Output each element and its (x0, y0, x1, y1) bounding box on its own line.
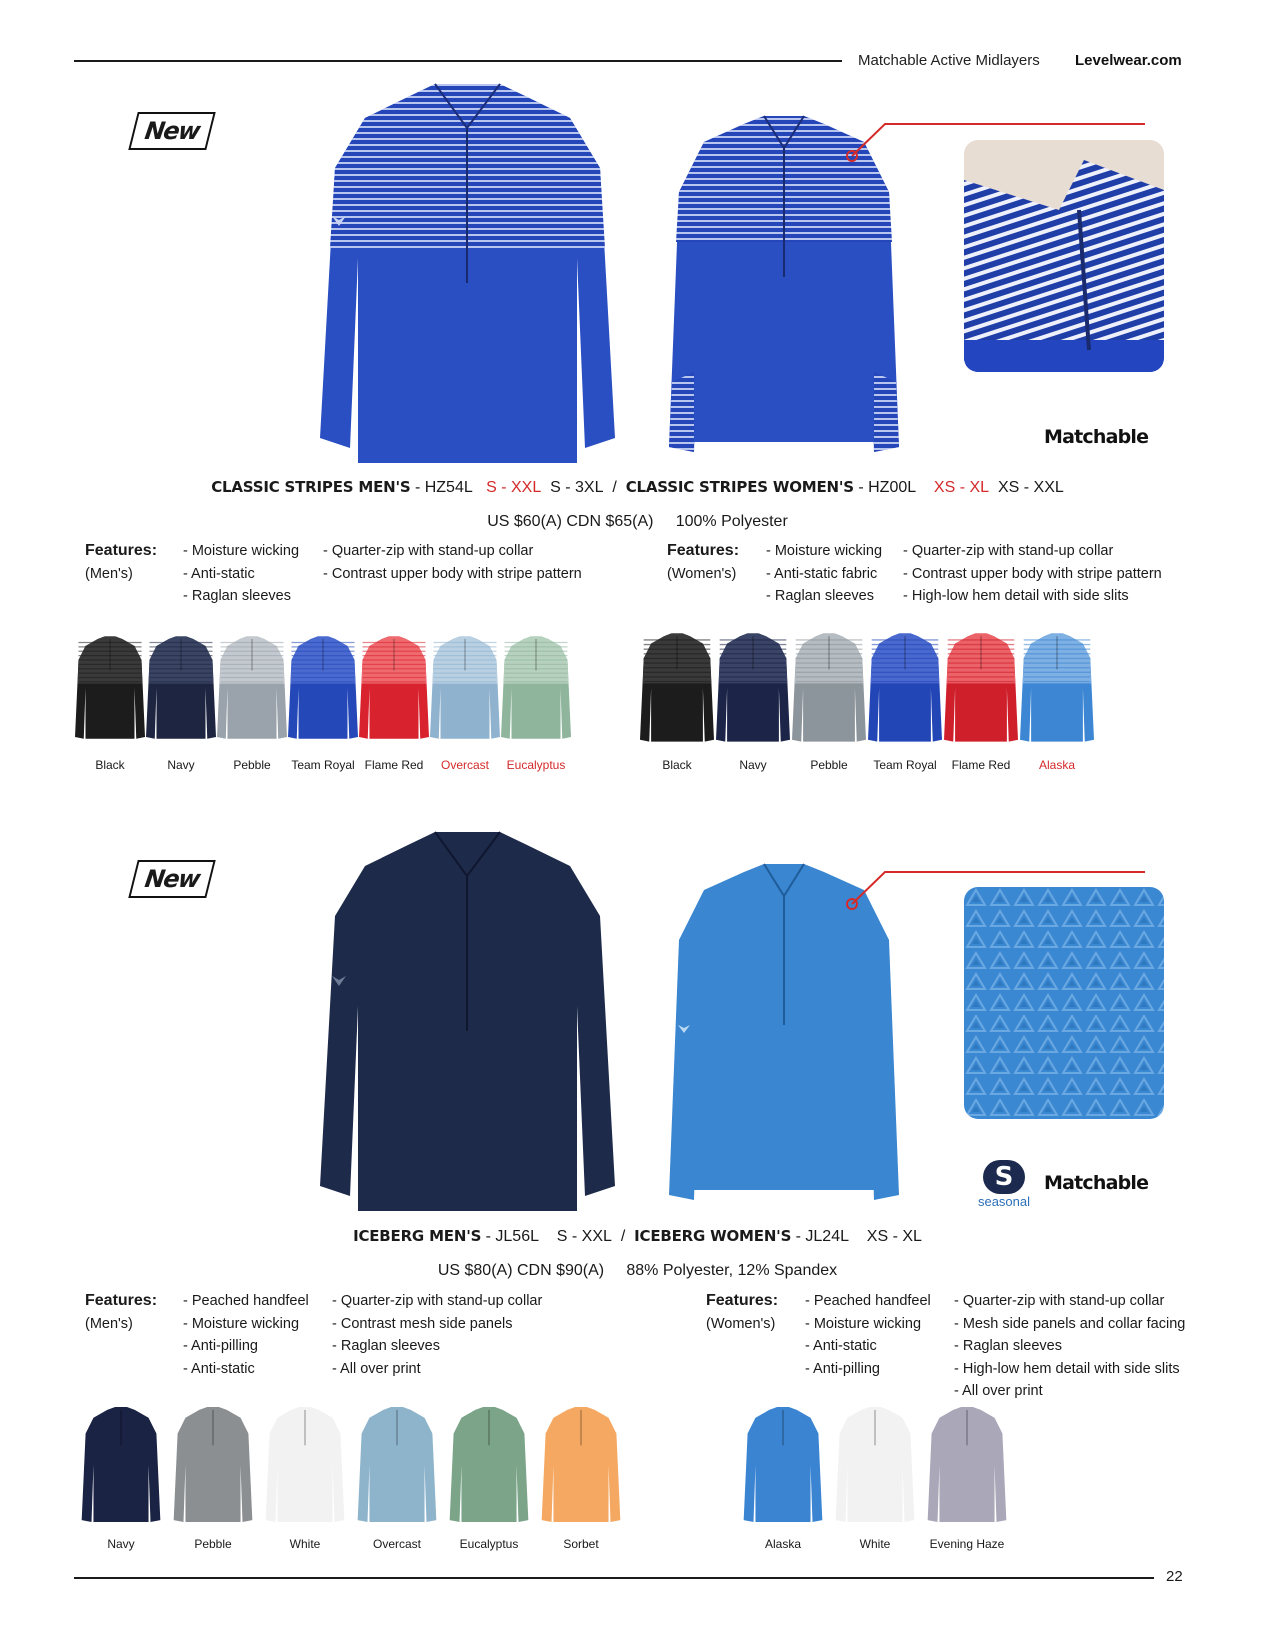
feature-item: - Quarter-zip with stand-up collar (323, 543, 534, 559)
swatch-label: Black (95, 758, 125, 772)
swatch-flame-red[interactable] (944, 628, 1018, 748)
classic-mens-size: S - 3XL (550, 479, 604, 496)
iceberg-womens-jacket-image (664, 860, 904, 1210)
header-section-title: Matchable Active Midlayers (858, 52, 1040, 69)
feature-item: - Contrast upper body with stripe pattern (903, 565, 1162, 582)
iceberg-womens-features-col1 (805, 1290, 931, 1380)
feature-item: - Moisture wicking (805, 1315, 922, 1332)
swatch-label: Overcast (440, 758, 489, 772)
iceberg-womens-code: - JL24L (791, 1228, 849, 1245)
feature-item: - All over print (332, 1360, 421, 1377)
classic-mens-features-title: Features: (85, 542, 158, 559)
classic-mens-features-col2 (323, 540, 582, 585)
swatch-label: Navy (739, 758, 767, 772)
header-rule (74, 60, 842, 62)
swatch-eucalyptus[interactable] (501, 628, 571, 748)
iceberg-womens-features-sub: (Women's) (706, 1316, 776, 1332)
swatch-pebble[interactable] (792, 628, 866, 748)
swatch-overcast[interactable] (353, 1406, 441, 1524)
feature-item: - Anti-static fabric (766, 565, 878, 582)
swatch-label: Alaska (1038, 758, 1076, 772)
swatch-navy[interactable] (146, 628, 216, 748)
iceberg-product-line (0, 1227, 1275, 1246)
seasonal-logo-mark: S (983, 1160, 1025, 1194)
feature-item: - Peached handfeel (805, 1293, 931, 1309)
swatch-eucalyptus[interactable] (445, 1406, 533, 1524)
feature-item: - High-low hem detail with side slits (903, 588, 1129, 604)
feature-item: - Anti-static (183, 565, 255, 582)
swatch-label: Team Royal (291, 758, 355, 772)
swatch-label: Eucalyptus (459, 1537, 519, 1551)
matchable-logo: Matchable (1044, 426, 1149, 448)
swatch-pebble[interactable] (217, 628, 287, 748)
swatch-label: Eucalyptus (506, 758, 566, 772)
new-badge (128, 112, 215, 150)
swatch-label: Flame Red (364, 758, 424, 772)
feature-item: - Moisture wicking (183, 543, 300, 559)
swatch-label: Evening Haze (929, 1537, 1005, 1551)
swatch-label: Pebble (194, 1537, 232, 1551)
swatch-label: Alaska (764, 1537, 802, 1551)
footer-rule (74, 1577, 1154, 1579)
feature-item: - Raglan sleeves (332, 1338, 440, 1354)
classic-mens-features-sub: (Men's) (85, 566, 133, 582)
iceberg-womens-size: XS - XL (866, 1228, 922, 1245)
swatch-label: Navy (107, 1537, 135, 1551)
iceberg-mens-features-col2 (332, 1290, 542, 1380)
iceberg-mens-size: S - XXL (556, 1228, 612, 1245)
swatch-pebble[interactable] (169, 1406, 257, 1524)
classic-womens-jacket-image (664, 112, 904, 462)
classic-womens-code: - HZ00L (853, 479, 917, 496)
swatch-alaska[interactable] (742, 1406, 824, 1524)
swatch-label: White (859, 1537, 891, 1551)
swatch-label: Navy (167, 758, 195, 772)
classic-material: 100% Polyester (675, 513, 788, 530)
classic-womens-features-col1 (766, 540, 882, 608)
feature-item: - Moisture wicking (183, 1315, 300, 1332)
classic-product-line (0, 478, 1275, 497)
swatch-flame-red[interactable] (359, 628, 429, 748)
swatch-white[interactable] (261, 1406, 349, 1524)
swatch-team-royal[interactable] (868, 628, 942, 748)
classic-womens-size: XS - XXL (997, 479, 1064, 496)
feature-item: - Mesh side panels and collar facing (954, 1315, 1186, 1332)
swatch-black[interactable] (640, 628, 714, 748)
feature-item: - Anti-static (183, 1360, 255, 1377)
classic-womens-features-sub: (Women's) (667, 566, 737, 582)
classic-mens-size-red: S - XXL (486, 479, 542, 496)
feature-item: - Quarter-zip with stand-up collar (954, 1293, 1165, 1309)
swatch-navy[interactable] (77, 1406, 165, 1524)
feature-item: - Raglan sleeves (183, 588, 291, 604)
feature-item: - Contrast mesh side panels (332, 1315, 513, 1332)
swatch-white[interactable] (834, 1406, 916, 1524)
classic-price-line (0, 513, 1275, 531)
feature-item: - Quarter-zip with stand-up collar (332, 1293, 543, 1309)
iceberg-womens-name: ICEBERG WOMEN'S (634, 1227, 792, 1245)
classic-separator: / (612, 479, 617, 496)
iceberg-mens-jacket-image (315, 826, 620, 1216)
feature-item: - Anti-pilling (805, 1360, 880, 1377)
iceberg-mens-features-col1 (183, 1290, 309, 1380)
swatch-black[interactable] (75, 628, 145, 748)
feature-item: - High-low hem detail with side slits (954, 1360, 1180, 1377)
classic-price: US $60(A) CDN $65(A) (487, 513, 654, 530)
swatch-sorbet[interactable] (537, 1406, 625, 1524)
iceberg-price: US $80(A) CDN $90(A) (437, 1262, 605, 1279)
swatch-label: Black (662, 758, 692, 772)
classic-womens-name: CLASSIC STRIPES WOMEN'S (625, 478, 854, 496)
seasonal-logo-text: seasonal (977, 1194, 1031, 1209)
new-badge (128, 860, 215, 898)
swatch-team-royal[interactable] (288, 628, 358, 748)
iceberg-mens-code: - JL56L (481, 1228, 539, 1245)
swatch-overcast[interactable] (430, 628, 500, 748)
iceberg-fabric-detail-image (964, 887, 1164, 1119)
iceberg-mens-name: ICEBERG MEN'S (353, 1227, 482, 1245)
swatch-label: Flame Red (951, 758, 1011, 772)
iceberg-price-line (0, 1262, 1275, 1280)
new-badge-text: New (142, 117, 202, 145)
swatch-label: Sorbet (563, 1537, 599, 1551)
matchable-logo: Matchable (1044, 1172, 1149, 1194)
feature-item: - Raglan sleeves (766, 588, 874, 604)
feature-item: - Contrast upper body with stripe pattern (323, 565, 582, 582)
classic-womens-size-red: XS - XL (933, 479, 990, 496)
swatch-navy[interactable] (716, 628, 790, 748)
feature-item: - Moisture wicking (766, 543, 883, 559)
classic-womens-features-title: Features: (667, 542, 740, 559)
iceberg-womens-features-title: Features: (706, 1292, 779, 1309)
swatch-alaska[interactable] (1020, 628, 1094, 748)
iceberg-mens-features-sub: (Men's) (85, 1316, 133, 1332)
new-badge-text: New (142, 865, 202, 893)
swatch-label: White (289, 1537, 321, 1551)
feature-item: - Raglan sleeves (954, 1338, 1062, 1354)
classic-mens-jacket-image (315, 78, 620, 468)
seasonal-logo (972, 1160, 1036, 1209)
classic-mens-code: - HZ54L (410, 479, 473, 496)
swatch-label: Pebble (810, 758, 848, 772)
classic-collar-detail-image (964, 140, 1164, 372)
classic-mens-name: CLASSIC STRIPES MEN'S (211, 478, 411, 496)
feature-item: - Quarter-zip with stand-up collar (903, 543, 1114, 559)
iceberg-material: 88% Polyester, 12% Spandex (626, 1262, 838, 1279)
iceberg-separator: / (620, 1228, 626, 1245)
iceberg-womens-features-col2 (954, 1290, 1185, 1403)
feature-item: - Anti-static (805, 1338, 877, 1354)
page-number: 22 (1166, 1568, 1183, 1585)
feature-item: - All over print (954, 1383, 1043, 1399)
classic-mens-features-col1 (183, 540, 299, 608)
classic-womens-features-col2 (903, 540, 1162, 608)
swatch-label: Pebble (233, 758, 271, 772)
feature-item: - Peached handfeel (183, 1293, 309, 1309)
header-site-link[interactable]: Levelwear.com (1075, 52, 1182, 69)
iceberg-mens-features-title: Features: (85, 1292, 158, 1309)
swatch-label: Overcast (372, 1537, 421, 1551)
feature-item: - Anti-pilling (183, 1338, 258, 1354)
swatch-label: Team Royal (873, 758, 937, 772)
swatch-evening-haze[interactable] (926, 1406, 1008, 1524)
